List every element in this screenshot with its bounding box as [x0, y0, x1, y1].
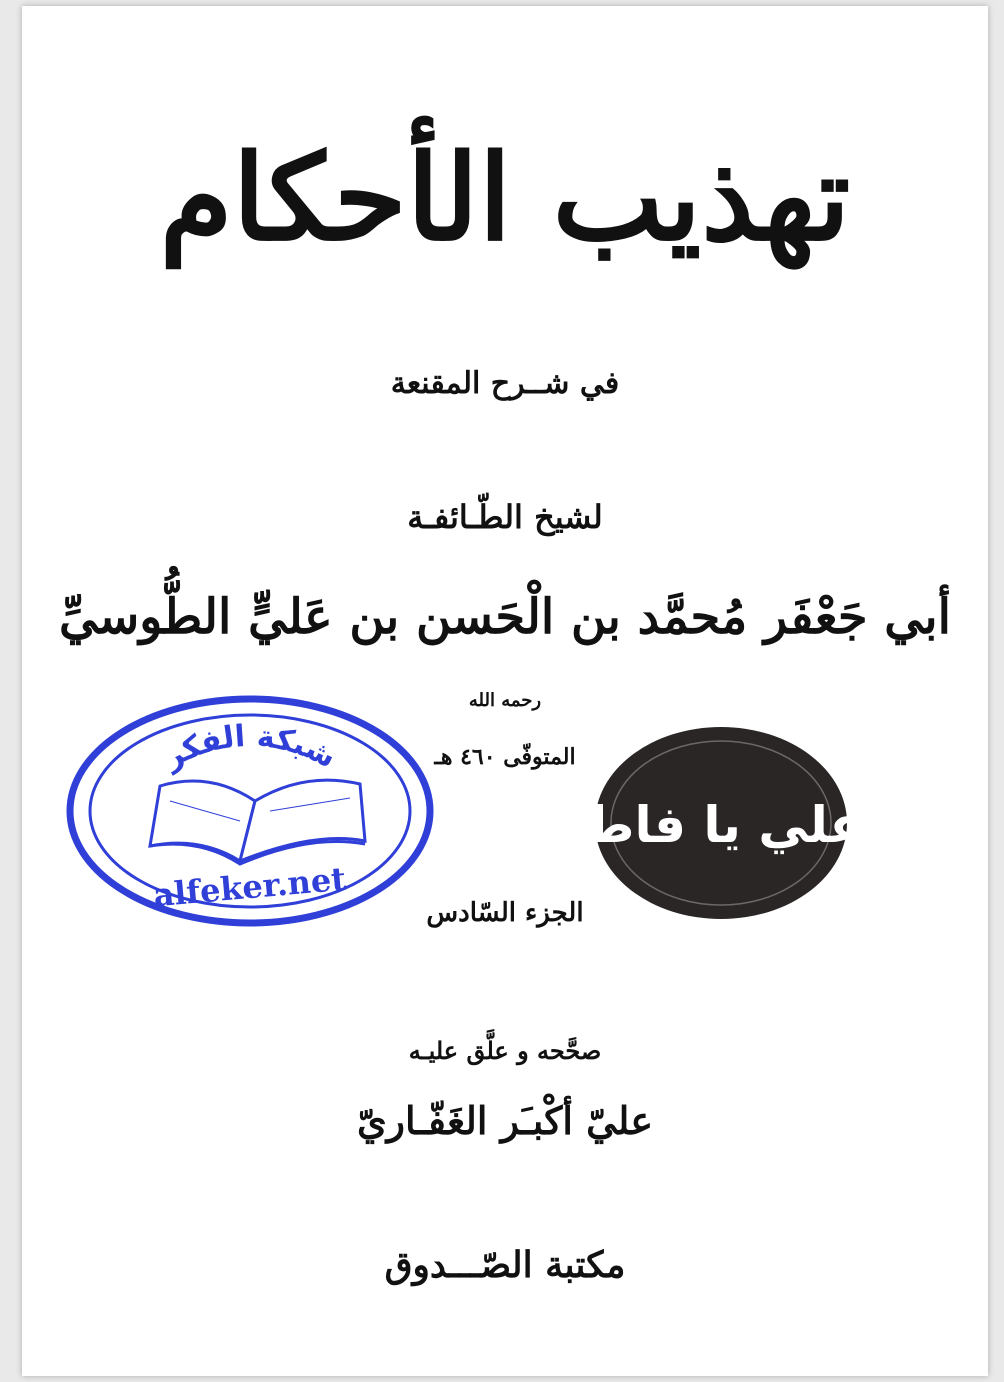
- editor-label: صحَّحه و علَّق عليـه: [408, 1036, 602, 1065]
- editor-name: عليّ أكْبـَر الغَفّـاريّ: [356, 1098, 654, 1143]
- stamp-url-text: alfeker.net: [151, 859, 348, 915]
- book-title-page: [22, 6, 988, 1376]
- publisher-name: مكتبة الصّـــدوق: [384, 1244, 626, 1286]
- svg-text:شبكة الفكر: [156, 719, 341, 777]
- calligraphy-seal: [523, 724, 919, 922]
- author-death-date: المتوفّى ٤٦٠ هـ: [434, 744, 576, 770]
- author-blessing: رحمه الله: [468, 690, 542, 711]
- seal-text: يا علي يا فاطمة: [523, 796, 919, 854]
- author-name: أبي جَعْفَر مُحمَّد بن الْحَسن بن عَليٍّ الطُّوسيِّ: [59, 589, 951, 645]
- volume-label: الجزء السّادس: [426, 898, 584, 928]
- stamp-arabic-text: شبكة الفكر: [158, 718, 342, 776]
- book-title: تهذيب الأحكام: [159, 128, 851, 267]
- alfeker-watermark-stamp: [60, 686, 440, 936]
- author-label: لشيخ الطّـائفـة: [407, 498, 603, 536]
- book-subtitle: في شــرح المقنعة: [390, 366, 620, 401]
- open-book-icon: [150, 780, 365, 864]
